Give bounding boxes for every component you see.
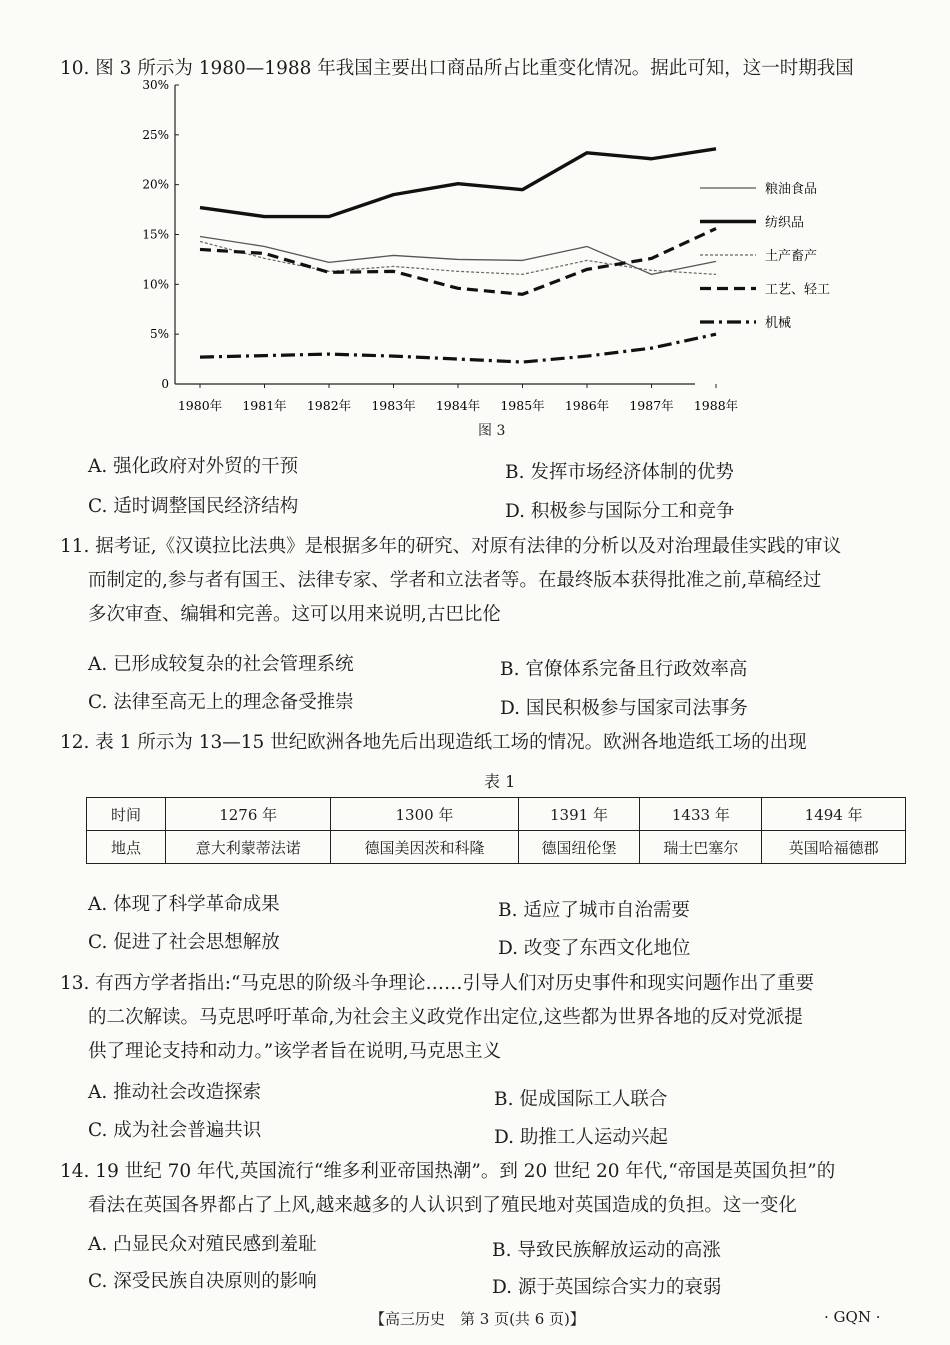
q13-option-b[interactable]: B. 促成国际工人联合 — [494, 1089, 668, 1110]
q14-option-b[interactable]: B. 导致民族解放运动的高涨 — [492, 1240, 721, 1261]
q10-option-d[interactable]: D. 积极参与国际分工和竞争 — [505, 501, 735, 522]
q14-option-a[interactable]: A. 凸显民众对殖民感到羞耻 — [88, 1234, 317, 1255]
series-line — [200, 334, 716, 362]
paper-mill-table — [86, 797, 906, 864]
q13-option-a[interactable]: A. 推动社会改造探索 — [88, 1082, 262, 1103]
q14-option-d[interactable]: D. 源于英国综合实力的衰弱 — [492, 1277, 722, 1298]
q11-stem-line: 而制定的,参与者有国王、法律专家、学者和立法者等。在最终版本获得批准之前,草稿经过 — [88, 570, 822, 591]
year-cell: 1433 年 — [640, 798, 762, 831]
q14-stem-line: 14. 19 世纪 70 年代,英国流行“维多利亚帝国热潮”。到 20 世纪 20 年代,“帝国是英国负担”的 — [60, 1161, 836, 1182]
q13-stem-line: 供了理论支持和动力。”该学者旨在说明,马克思主义 — [88, 1041, 502, 1062]
q13-stem-line: 13. 有西方学者指出:“马克思的阶级斗争理论……引导人们对历史事件和现实问题作出了重要 — [60, 973, 814, 994]
series-line — [200, 149, 716, 217]
y-tick-label: 20% — [142, 177, 169, 192]
q12-option-a[interactable]: A. 体现了科学革命成果 — [88, 894, 280, 915]
q13-stem-line: 的二次解读。马克思呼吁革命,为社会主义政党作出定位,这些都为世界各地的反对党派提 — [88, 1007, 803, 1028]
q12-option-d[interactable]: D. 改变了东西文化地位 — [498, 938, 691, 959]
legend-label: 粮油食品 — [765, 182, 818, 197]
table-title: 表 1 — [484, 772, 516, 791]
year-cell: 1494 年 — [762, 798, 906, 831]
q12-option-b[interactable]: B. 适应了城市自治需要 — [498, 900, 690, 921]
q11-option-b[interactable]: B. 官僚体系完备且行政效率高 — [500, 659, 748, 680]
place-cell: 德国美因茨和科隆 — [331, 831, 518, 864]
q10-option-a[interactable]: A. 强化政府对外贸的干预 — [88, 456, 299, 477]
q11-stem — [60, 530, 920, 632]
y-tick-label: 0 — [161, 377, 169, 391]
export-share-line-chart — [120, 72, 880, 442]
chart-axes — [142, 78, 738, 413]
q12-stem: 12. 表 1 所示为 13—15 世纪欧洲各地先后出现造纸工场的情况。欧洲各地造纸工场的出现 — [60, 732, 807, 753]
legend-label: 机械 — [765, 316, 792, 331]
place-cell: 意大利蒙蒂法诺 — [166, 831, 331, 864]
row-label-place: 地点 — [87, 831, 166, 864]
x-tick-label: 1982年 — [306, 398, 352, 413]
y-tick-label: 5% — [149, 327, 169, 342]
x-tick-label: 1985年 — [500, 398, 545, 413]
row-label-time: 时间 — [87, 798, 166, 831]
q14-option-c[interactable]: C. 深受民族自决原则的影响 — [88, 1271, 317, 1292]
q13-option-c[interactable]: C. 成为社会普遍共识 — [88, 1120, 262, 1141]
y-tick-label: 30% — [142, 78, 169, 92]
x-tick-label: 1984年 — [435, 398, 481, 413]
x-tick-label: 1980年 — [177, 398, 223, 413]
q11-stem-line: 11. 据考证,《汉谟拉比法典》是根据多年的研究、对原有法律的分析以及对治理最佳实践的审议 — [60, 536, 842, 557]
series-line — [200, 229, 716, 295]
q10-stem: 10. 图 3 所示为 1980—1988 年我国主要出口商品所占比重变化情况。据此可知，这一时期我国 — [60, 58, 854, 79]
x-tick-label: 1988年 — [693, 398, 739, 413]
year-cell: 1276 年 — [166, 798, 331, 831]
y-tick-label: 10% — [142, 277, 169, 292]
q10-option-b[interactable]: B. 发挥市场经济体制的优势 — [505, 462, 734, 483]
y-tick-label: 25% — [142, 127, 169, 142]
legend-label: 工艺、轻工 — [765, 282, 831, 298]
year-cell: 1300 年 — [331, 798, 518, 831]
q11-option-a[interactable]: A. 已形成较复杂的社会管理系统 — [88, 654, 354, 675]
x-tick-label: 1983年 — [371, 398, 416, 413]
page-footer: 【高三历史 第 3 页(共 6 页)】 — [370, 1310, 585, 1328]
series-line — [200, 236, 716, 274]
table-row — [87, 831, 906, 864]
q13-option-d[interactable]: D. 助推工人运动兴起 — [494, 1127, 668, 1148]
q14-stem-line: 看法在英国各界都占了上风,越来越多的人认识到了殖民地对英国造成的负担。这一变化 — [88, 1195, 797, 1216]
place-cell: 德国纽伦堡 — [518, 831, 640, 864]
year-cell: 1391 年 — [518, 798, 640, 831]
x-tick-label: 1981年 — [242, 398, 287, 413]
q12-option-c[interactable]: C. 促进了社会思想解放 — [88, 932, 280, 953]
q11-option-d[interactable]: D. 国民积极参与国家司法事务 — [500, 698, 748, 719]
legend-label: 纺织品 — [765, 215, 805, 231]
y-tick-label: 15% — [142, 227, 169, 242]
figure-caption: 图 3 — [478, 423, 506, 439]
q13-stem — [60, 967, 920, 1069]
x-tick-label: 1986年 — [564, 398, 610, 413]
place-cell: 英国哈福德郡 — [762, 831, 906, 864]
legend-label: 土产畜产 — [765, 249, 818, 264]
q10-option-c[interactable]: C. 适时调整国民经济结构 — [88, 496, 299, 517]
q14-stem — [60, 1155, 920, 1223]
q11-option-c[interactable]: C. 法律至高无上的理念备受推崇 — [88, 692, 354, 713]
x-tick-label: 1987年 — [629, 398, 674, 413]
chart-legend — [700, 181, 830, 331]
footer-code: · GQN · — [824, 1308, 881, 1326]
table-row — [87, 798, 906, 831]
chart-series — [200, 149, 716, 362]
place-cell: 瑞士巴塞尔 — [640, 831, 762, 864]
q11-stem-line: 多次审查、编辑和完善。这可以用来说明,古巴比伦 — [88, 604, 501, 625]
